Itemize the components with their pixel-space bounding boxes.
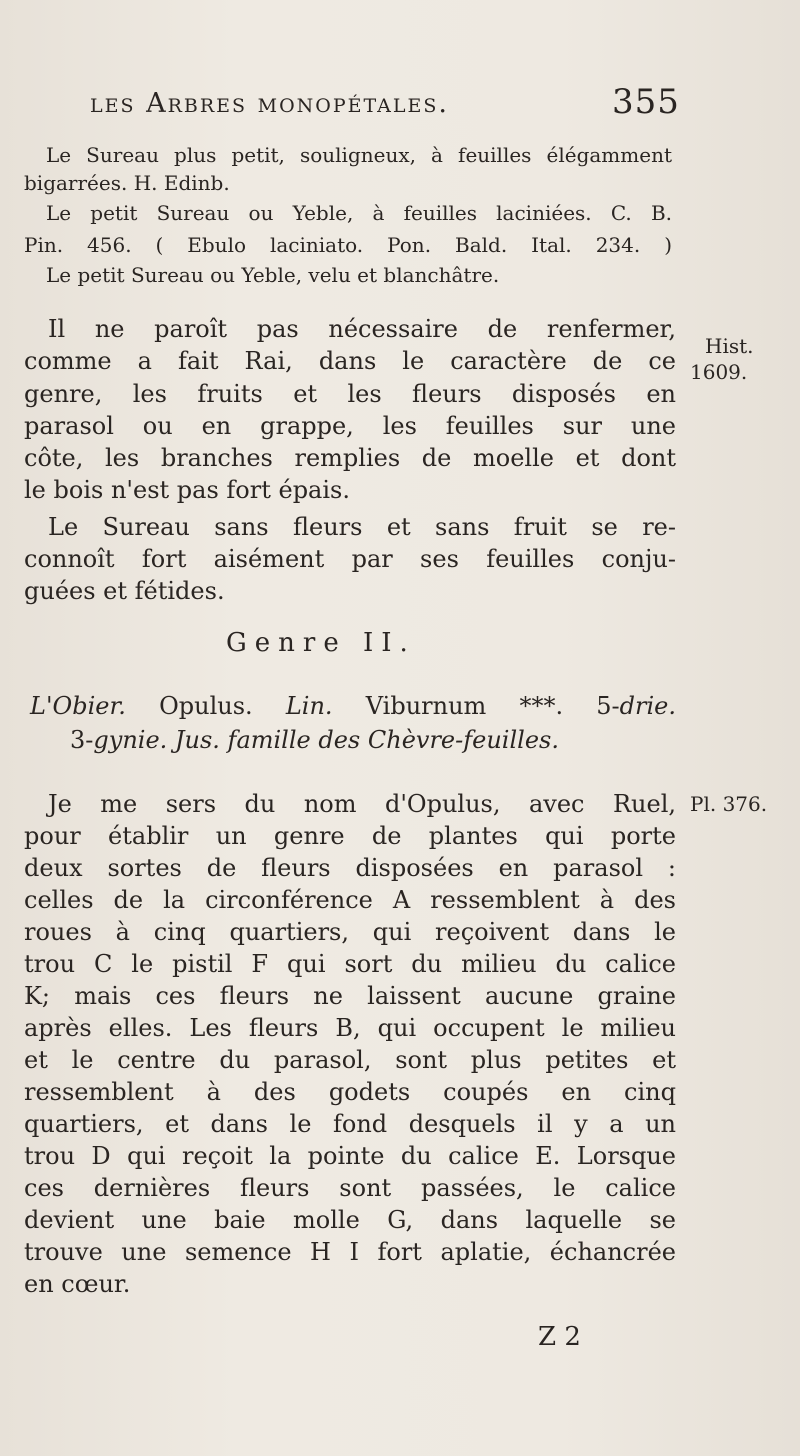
paragraph-line: le bois n'est pas fort épais. <box>24 476 350 504</box>
paragraph-line: pour établir un genre de plantes qui porte <box>24 822 676 850</box>
paragraph-line: trouve une semence H I fort aplatie, échancrée <box>24 1238 676 1266</box>
page-number: 355 <box>612 82 680 122</box>
genre-class: drie. <box>619 692 676 720</box>
margin-hist-year: 1609. <box>690 360 748 384</box>
paragraph-line: trou D qui reçoit la pointe du calice E. Lorsque <box>24 1142 676 1170</box>
paragraph-line: trou C le pistil F qui sort du milieu du calice <box>24 950 676 978</box>
paragraph-line: en cœur. <box>24 1270 131 1298</box>
paragraph-line: roues à cinq quartiers, qui reçoivent dans le <box>24 918 676 946</box>
species-line: Pin. 456. ( Ebulo laciniato. Pon. Bald. Ital. 234. ) <box>24 233 672 257</box>
species-line: Le Sureau plus petit, souligneux, à feuilles élégamment <box>46 143 672 167</box>
paragraph-line: et le centre du parasol, sont plus petites et <box>24 1046 676 1074</box>
paragraph-line: côte, les branches remplies de moelle et dont <box>24 444 676 472</box>
margin-plate-ref: Pl. 376. <box>690 792 768 816</box>
genre-synonym-2: Viburnum ***. 5- <box>332 692 620 720</box>
genre-authority: Lin. <box>285 692 333 720</box>
species-line: Le petit Sureau ou Yeble, velu et blanchâtre. <box>46 263 500 287</box>
paragraph-line: deux sortes de fleurs disposées en parasol : <box>24 854 676 882</box>
paragraph-line: quartiers, et dans le fond desquels il y a un <box>24 1110 676 1138</box>
paragraph-line: guées et fétides. <box>24 577 225 605</box>
genre-heading: Genre II. <box>226 628 416 658</box>
paragraph-line: Il ne paroît pas nécessaire de renfermer, <box>48 315 676 343</box>
genre-synonym: Opulus. <box>125 692 286 720</box>
genre-order: gynie. Jus. famille des Chèvre-feuilles. <box>93 726 559 754</box>
genre-order-number: 3- <box>70 726 94 754</box>
species-line: bigarrées. H. Edinb. <box>24 171 230 195</box>
genre-name: L'Obier. <box>30 692 126 720</box>
margin-hist-label: Hist. <box>705 334 754 358</box>
signature-mark: Z 2 <box>538 1322 581 1352</box>
paragraph-line: Le Sureau sans fleurs et sans fruit se re- <box>48 513 676 541</box>
paragraph-line: genre, les fruits et les fleurs disposés en <box>24 380 676 408</box>
paragraph-line: ressemblent à des godets coupés en cinq <box>24 1078 676 1106</box>
genre-description-line <box>30 692 676 720</box>
paragraph-line: connoît fort aisément par ses feuilles conju- <box>24 545 676 573</box>
paragraph-line: parasol ou en grappe, les feuilles sur une <box>24 412 676 440</box>
paragraph-line: celles de la circonférence A ressemblent à des <box>24 886 676 914</box>
paragraph-line: après elles. Les fleurs B, qui occupent le milieu <box>24 1014 676 1042</box>
paragraph-line: comme a fait Rai, dans le caractère de ce <box>24 347 676 375</box>
paragraph-line: ces dernières fleurs sont passées, le calice <box>24 1174 676 1202</box>
paragraph-line: devient une baie molle G, dans laquelle se <box>24 1206 676 1234</box>
genre-description-line <box>70 726 670 754</box>
paragraph-line: Je me sers du nom d'Opulus, avec Ruel, <box>48 790 676 818</box>
species-line: Le petit Sureau ou Yeble, à feuilles laciniées. C. B. <box>46 201 672 225</box>
running-title: les Arbres monopétales. <box>90 88 449 119</box>
paragraph-line: K; mais ces fleurs ne laissent aucune graine <box>24 982 676 1010</box>
